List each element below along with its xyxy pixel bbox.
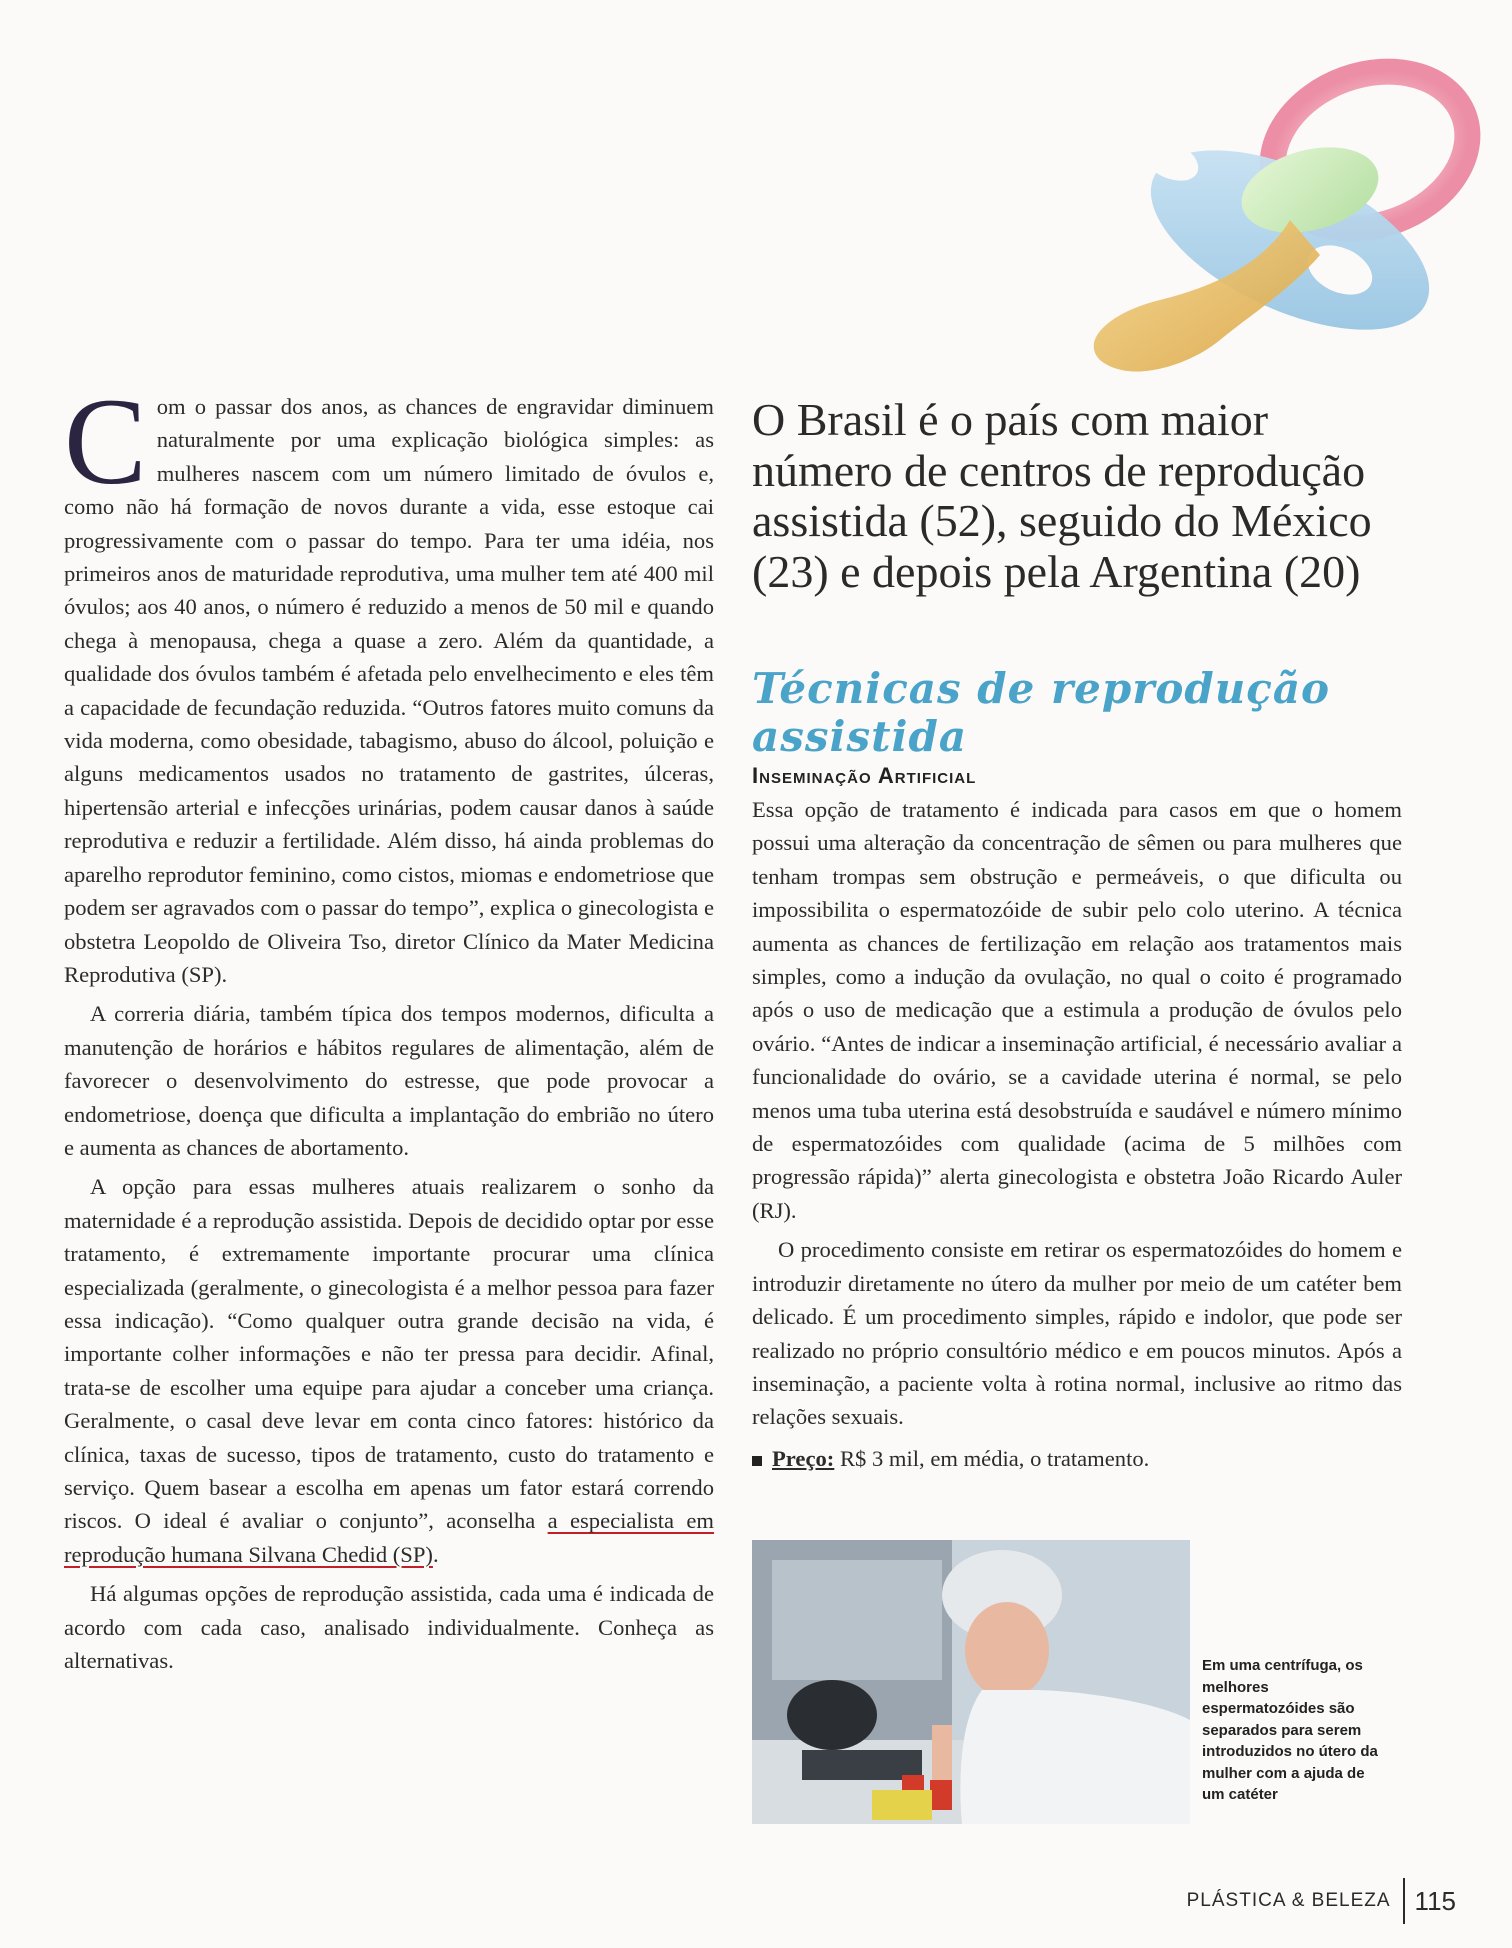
page-footer [1187,1878,1456,1924]
price-label: Preço: [772,1445,835,1471]
pacifier-illustration [1040,40,1500,400]
highlighted-specialist: a especialista em reprodução humana Silvana Chedid (SP) [64,1508,714,1567]
section-paragraph: O procedimento consiste em retirar os espermatozóides do homem e introduzir diretamente no útero da mulher por meio de um catéter bem delicado. É um procedimento simples, rápido e indolor, que pode ser realizado no próprio consultório médico e em poucos minutos. Após a inseminação, a paciente volta à rotina normal, inclusive ao ritmo das relações sexuais. [752,1237,1402,1430]
price-text: R$ 3 mil, em média, o tratamento. [834,1445,1150,1471]
footer-divider [1403,1878,1405,1924]
section-body [752,793,1402,1475]
section-title: Técnicas de reprodução assistida [752,664,1331,761]
lab-photo [752,1540,1190,1824]
article-paragraph: A opção para essas mulheres atuais realizarem o sonho da maternidade é a reprodução assistida. Depois de decidido optar por esse tratamento, é extremamente importante procurar uma clínica especializada (geralmente, o ginecologista é a melhor pessoa para fazer essa indicação). “Como qualquer outra grande decisão na vida, é importante colher informações e não ter pressa para decidir. Afinal, trata-se de escolher uma equipe para ajudar a conceber uma criança. Geralmente, o casal deve levar em conta cinco fatores: histórico da clínica, taxas de sucesso, tipos de tratamento, custo do tratamento e serviço. Quem basear a escolha em apenas um fator estará correndo riscos. O ideal é avaliar o conjunto”, aconselha a especialista em reprodução humana Silvana Chedid (SP). [64,1174,714,1567]
article-paragraph: A correria diária, também típica dos tempos modernos, dificulta a manutenção de horários e hábitos regulares de alimentação, além de favorecer o desenvolvimento do estresse, que pode provocar a endometriose, doença que dificulta a implantação do embrião no útero e aumenta as chances de abortamento. [64,1001,714,1160]
article-paragraph: Com o passar dos anos, as chances de engravidar diminuem naturalmente por uma explicação biológica simples: as mulheres nascem com um número limitado de óvulos e, como não há formação de novos durante a vida, esse estoque cai progressivamente com o passar do tempo. Para ter uma idéia, nos primeiros anos de maturidade reprodutiva, uma mulher tem até 400 mil óvulos; aos 40 anos, o número é reduzido a menos de 50 mil e quando chega à menopausa, chega a quase a zero. Além da quantidade, a qualidade dos óvulos também é afetada pelo envelhecimento e eles têm a capacidade de fecundação reduzida. “Outros fatores muito comuns da vida moderna, como obesidade, tabagismo, abuso do álcool, poluição e alguns medicamentos usados no tratamento de gastrites, úlceras, hipertensão arterial e infecções urinárias, podem causar danos à saúde reprodutiva e reduzir a fertilidade. Além disso, há ainda problemas do aparelho reprodutor feminino, como cistos, miomas e endometriose que podem ser agravados com o passar do tempo”, explica o ginecologista e obstetra Leopoldo de Oliveira Tso, diretor Clínico da Mater Medicina Reprodutiva (SP). [64,373,714,987]
photo-caption: Em uma centrífuga, os melhores espermatozóides são separados para serem introduzidos no útero da mulher com a ajuda de um catéter [1202,1657,1378,1803]
article-right-column [752,395,1402,1475]
pull-quote: O Brasil é o país com maior número de centros de reprodução assistida (52), seguido do México (23) e depois pela Argentina (20) [752,394,1372,597]
article-paragraph: Há algumas opções de reprodução assistida, cada uma é indicada de acordo com cada caso, analisado individualmente. Conheça as alternativas. [64,1581,714,1674]
subhead: Inseminação Artificial [752,763,977,788]
price-line [752,1442,1402,1475]
magazine-name: PLÁSTICA & BELEZA [1186,1890,1391,1911]
page-number: 115 [1414,1885,1456,1916]
article-left-column [64,373,714,1683]
section-paragraph: Essa opção de tratamento é indicada para casos em que o homem possui uma alteração da concentração de sêmen ou para mulheres que tenham trompas sem obstrução e permeáveis, o que dificulta ou impossibilita o espermatozóide de subir pelo colo uterino. A técnica aumenta as chances de fertilização em relação aos tratamentos mais simples, como a indução da ovulação, no qual o coito é programado após o uso de medicação que a estimula a produção de óvulos pelo ovário. “Antes de indicar a inseminação artificial, é necessário avaliar a funcionalidade do ovário, se a cavidade uterina é normal, se pelo menos uma tuba uterina está desobstruída e saudável e número mínimo de espermatozóides com qualidade (acima de 5 milhões com progressão rápida)” alerta ginecologista e obstetra João Ricardo Auler (RJ). [752,797,1402,1223]
drop-cap: C [64,373,147,510]
square-bullet-icon [752,1456,762,1466]
